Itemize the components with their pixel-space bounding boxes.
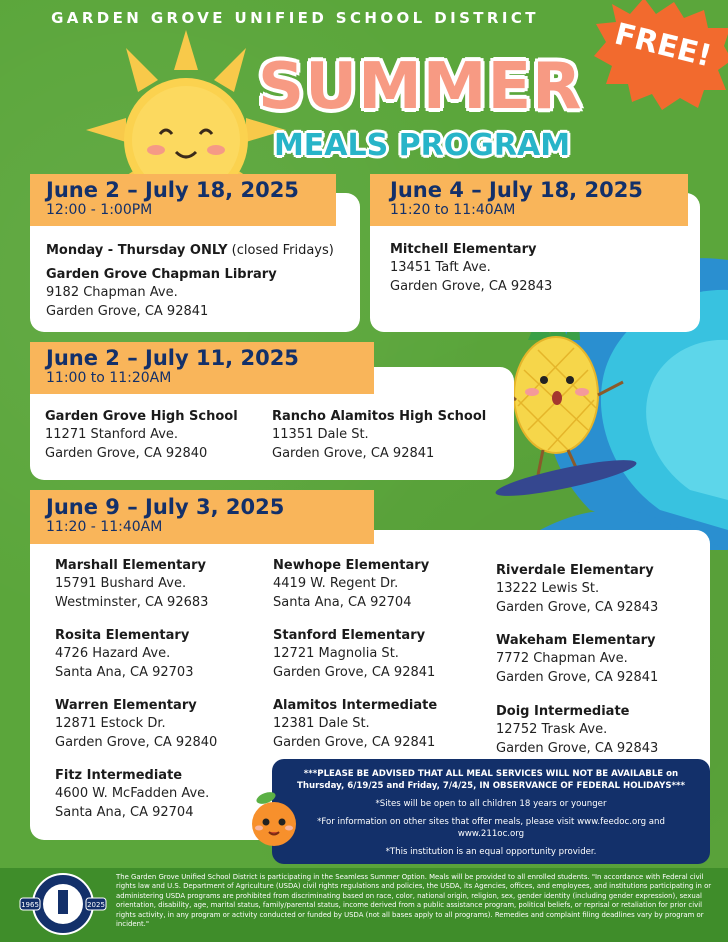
site-block	[46, 266, 346, 321]
site-city: Garden Grove, CA 92841	[496, 670, 659, 685]
session-time: 11:20 - 11:40AM	[46, 519, 163, 535]
site-street: 4419 W. Regent Dr.	[273, 576, 399, 591]
free-badge: FREE!	[611, 16, 715, 75]
title-summer: SUMMER	[258, 50, 583, 124]
site-street: 12381 Dale St.	[273, 716, 370, 731]
session-dates: June 2 – July 11, 2025	[46, 346, 299, 370]
site-block	[55, 557, 265, 612]
session-header-2	[370, 174, 688, 226]
site-city: Westminster, CA 92683	[55, 595, 209, 610]
eligibility-note: *Sites will be open to all children 18 years or younger	[375, 799, 607, 809]
site-city: Garden Grove, CA 92843	[496, 741, 659, 756]
site-city: Santa Ana, CA 92703	[55, 665, 194, 680]
holiday-alert: ***PLEASE BE ADVISED THAT ALL MEAL SERVICES WILL NOT BE AVAILABLE on Thursday, 6/19/25 and Friday, 7/4/25, IN OBSERVANCE OF FEDERAL HOLIDAYS***	[296, 769, 686, 791]
site-name: Alamitos Intermediate	[273, 698, 438, 713]
site-name: Fitz Intermediate	[55, 768, 183, 783]
site-block	[273, 627, 488, 682]
days-note: Monday - Thursday ONLY	[46, 243, 228, 258]
session-1-note	[46, 239, 356, 259]
site-street: 11271 Stanford Ave.	[45, 427, 179, 442]
site-city: Santa Ana, CA 92704	[273, 595, 412, 610]
site-street: 13222 Lewis St.	[496, 581, 600, 596]
more-info-note: *For information on other sites that offer meals, please visit www.feedoc.org and www.211oc.org	[317, 817, 665, 839]
site-block	[496, 632, 706, 687]
site-street: 4726 Hazard Ave.	[55, 646, 171, 661]
seal-year-right: 2025	[87, 901, 105, 909]
site-city: Garden Grove, CA 92840	[45, 446, 208, 461]
site-city: Garden Grove, CA 92843	[496, 600, 659, 615]
site-block	[273, 557, 488, 612]
site-street: 12752 Trask Ave.	[496, 722, 608, 737]
site-street: 9182 Chapman Ave.	[46, 285, 178, 300]
site-block	[496, 562, 706, 617]
seal-year-left: 1965	[21, 901, 39, 909]
site-name: Rosita Elementary	[55, 628, 190, 643]
site-street: 4600 W. McFadden Ave.	[55, 786, 210, 801]
site-street: 15791 Bushard Ave.	[55, 576, 187, 591]
session-time: 11:20 to 11:40AM	[390, 202, 516, 218]
site-block	[55, 697, 265, 752]
session-dates: June 9 – July 3, 2025	[46, 495, 285, 519]
site-city: Garden Grove, CA 92841	[273, 735, 436, 750]
usda-legal-statement: The Garden Grove Unified School District is participating in the Seamless Summer Option. Meals will be provided to all enrolled students. "In accordance with Federal civil rights law and U.S. Department of Agriculture (USDA) civil rights regulations and policies, the USDA, its Agencies, offices, and employees, and institutions participating in or administering USDA programs are prohibited from discriminating based on race, color, national origin, religion, sex, gender identity (including gender expression), sexual orientation, disability, age, marital status, family/parental status, income derived from a public assistance program, political beliefs, or reprisal or retaliation for prior civil rights activity, in any program or activity conducted or funded by USDA (not all bases apply to all programs). Remedies and complaint filing deadlines vary by program or incident."	[116, 873, 712, 929]
site-name: Marshall Elementary	[55, 558, 206, 573]
equal-opportunity-note: *This institution is an equal opportunity provider.	[385, 847, 597, 857]
district-name: GARDEN GROVE UNIFIED SCHOOL DISTRICT	[51, 9, 539, 27]
site-street: 12871 Estock Dr.	[55, 716, 166, 731]
site-name: Rancho Alamitos High School	[272, 409, 487, 424]
site-city: Garden Grove, CA 92841	[272, 446, 435, 461]
site-name: Warren Elementary	[55, 698, 197, 713]
session-header-3	[30, 342, 374, 394]
site-city: Garden Grove, CA 92841	[46, 304, 209, 319]
site-name: Newhope Elementary	[273, 558, 430, 573]
district-seal-logo	[18, 870, 108, 938]
title-meals-program: MEALS PROGRAM	[273, 128, 571, 163]
session-time: 12:00 - 1:00PM	[46, 202, 153, 218]
orange-mascot-icon	[244, 790, 304, 848]
site-block	[55, 627, 265, 682]
site-block	[45, 408, 265, 463]
site-street: 13451 Taft Ave.	[390, 260, 491, 275]
site-city: Garden Grove, CA 92841	[273, 665, 436, 680]
session-header-1	[30, 174, 336, 226]
site-city: Garden Grove, CA 92840	[55, 735, 218, 750]
site-name: Wakeham Elementary	[496, 633, 656, 648]
session-header-4	[30, 490, 374, 544]
site-name: Riverdale Elementary	[496, 563, 654, 578]
site-street: 12721 Magnolia St.	[273, 646, 399, 661]
site-name: Doig Intermediate	[496, 704, 630, 719]
site-block	[390, 241, 690, 296]
site-street: 11351 Dale St.	[272, 427, 369, 442]
site-name: Garden Grove High School	[45, 409, 238, 424]
site-name: Garden Grove Chapman Library	[46, 267, 277, 282]
session-dates: June 4 – July 18, 2025	[390, 178, 643, 202]
closed-note: (closed Fridays)	[227, 243, 334, 258]
site-city: Garden Grove, CA 92843	[390, 279, 553, 294]
site-name: Stanford Elementary	[273, 628, 426, 643]
site-block	[55, 767, 265, 822]
session-dates: June 2 – July 18, 2025	[46, 178, 299, 202]
session-time: 11:00 to 11:20AM	[46, 370, 172, 386]
site-street: 7772 Chapman Ave.	[496, 651, 628, 666]
site-block	[273, 697, 488, 752]
site-name: Mitchell Elementary	[390, 242, 537, 257]
site-block	[496, 703, 706, 758]
site-block	[272, 408, 508, 463]
holiday-notice	[272, 759, 710, 864]
site-city: Santa Ana, CA 92704	[55, 805, 194, 820]
